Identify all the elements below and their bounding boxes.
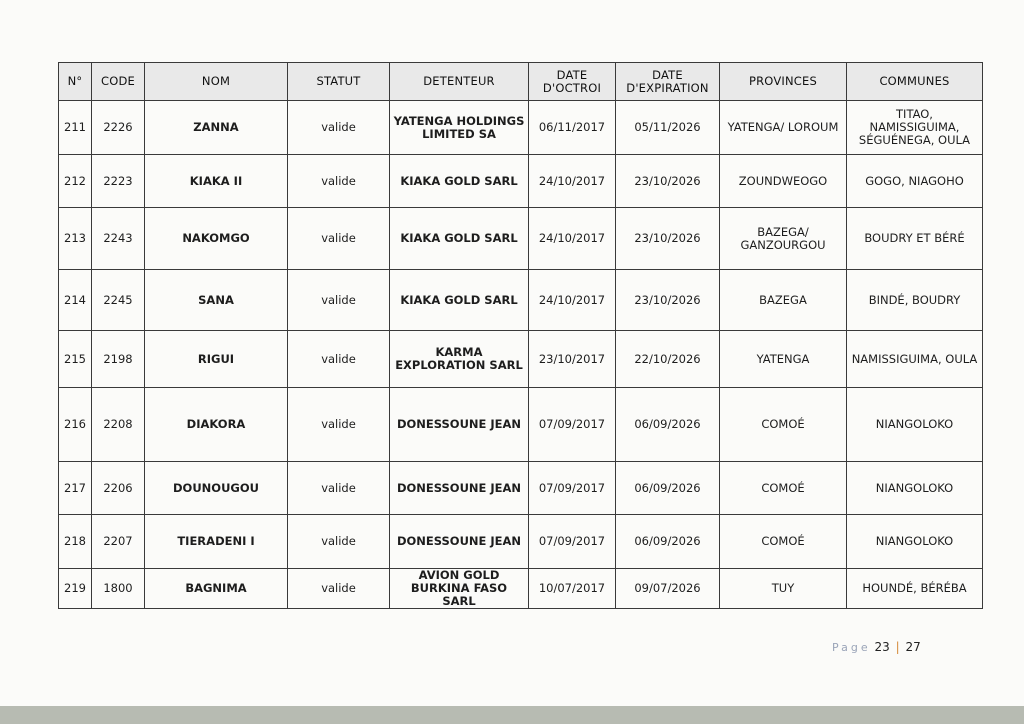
table-row	[59, 331, 983, 388]
cell-detenteur: DONESSOUNE JEAN	[390, 462, 529, 515]
table-header-row	[59, 63, 983, 101]
cell-octroi: 06/11/2017	[529, 101, 616, 155]
header-nom: NOM	[145, 63, 288, 101]
cell-detenteur: KARMA EXPLORATION SARL	[390, 331, 529, 388]
cell-n: 218	[59, 515, 92, 569]
header-code: CODE	[92, 63, 145, 101]
cell-code: 2198	[92, 331, 145, 388]
cell-octroi: 24/10/2017	[529, 270, 616, 331]
cell-octroi: 07/09/2017	[529, 515, 616, 569]
page-current: 23	[874, 640, 890, 654]
cell-communes: BINDÉ, BOUDRY	[847, 270, 983, 331]
table-row	[59, 155, 983, 208]
table-row	[59, 515, 983, 569]
table-row	[59, 569, 983, 609]
cell-n: 219	[59, 569, 92, 609]
cell-detenteur: DONESSOUNE JEAN	[390, 515, 529, 569]
cell-octroi: 07/09/2017	[529, 462, 616, 515]
table-row	[59, 208, 983, 270]
cell-code: 1800	[92, 569, 145, 609]
cell-statut: valide	[288, 515, 390, 569]
cell-communes: NIANGOLOKO	[847, 515, 983, 569]
cell-code: 2206	[92, 462, 145, 515]
page-number	[832, 640, 921, 654]
cell-communes: NIANGOLOKO	[847, 462, 983, 515]
cell-octroi: 10/07/2017	[529, 569, 616, 609]
header-n: N°	[59, 63, 92, 101]
cell-nom: SANA	[145, 270, 288, 331]
cell-statut: valide	[288, 101, 390, 155]
cell-provinces: BAZEGA	[720, 270, 847, 331]
cell-octroi: 24/10/2017	[529, 208, 616, 270]
cell-provinces: COMOÉ	[720, 462, 847, 515]
cell-provinces: COMOÉ	[720, 515, 847, 569]
cell-n: 217	[59, 462, 92, 515]
cell-provinces: ZOUNDWEOGO	[720, 155, 847, 208]
cell-n: 216	[59, 388, 92, 462]
cell-communes: HOUNDÉ, BÉRÉBA	[847, 569, 983, 609]
page-label: Page	[832, 641, 871, 654]
cell-provinces: BAZEGA/ GANZOURGOU	[720, 208, 847, 270]
cell-n: 215	[59, 331, 92, 388]
cell-communes: NAMISSIGUIMA, OULA	[847, 331, 983, 388]
header-date-expiration: DATE D'EXPIRATION	[616, 63, 720, 101]
header-statut: STATUT	[288, 63, 390, 101]
cell-detenteur: KIAKA GOLD SARL	[390, 208, 529, 270]
cell-code: 2226	[92, 101, 145, 155]
cell-provinces: TUY	[720, 569, 847, 609]
cell-nom: TIERADENI I	[145, 515, 288, 569]
cell-nom: NAKOMGO	[145, 208, 288, 270]
header-detenteur: DETENTEUR	[390, 63, 529, 101]
cell-communes: NIANGOLOKO	[847, 388, 983, 462]
cell-communes: TITAO, NAMISSIGUIMA, SÉGUÉNEGA, OULA	[847, 101, 983, 155]
cell-expiration: 06/09/2026	[616, 388, 720, 462]
page-total: 27	[905, 640, 921, 654]
cell-detenteur: KIAKA GOLD SARL	[390, 155, 529, 208]
header-communes: COMMUNES	[847, 63, 983, 101]
header-date-octroi: DATE D'OCTROI	[529, 63, 616, 101]
cell-expiration: 22/10/2026	[616, 331, 720, 388]
header-provinces: PROVINCES	[720, 63, 847, 101]
table-row	[59, 462, 983, 515]
cell-provinces: COMOÉ	[720, 388, 847, 462]
cell-detenteur: KIAKA GOLD SARL	[390, 270, 529, 331]
cell-n: 212	[59, 155, 92, 208]
cell-nom: DOUNOUGOU	[145, 462, 288, 515]
cell-n: 211	[59, 101, 92, 155]
table-row	[59, 388, 983, 462]
cell-expiration: 09/07/2026	[616, 569, 720, 609]
cell-provinces: YATENGA/ LOROUM	[720, 101, 847, 155]
cell-expiration: 06/09/2026	[616, 515, 720, 569]
cell-statut: valide	[288, 208, 390, 270]
cell-octroi: 24/10/2017	[529, 155, 616, 208]
scan-edge	[0, 706, 1024, 724]
cell-statut: valide	[288, 270, 390, 331]
cell-statut: valide	[288, 462, 390, 515]
cell-statut: valide	[288, 388, 390, 462]
cell-detenteur: YATENGA HOLDINGS LIMITED SA	[390, 101, 529, 155]
cell-nom: RIGUI	[145, 331, 288, 388]
cell-nom: ZANNA	[145, 101, 288, 155]
cell-expiration: 06/09/2026	[616, 462, 720, 515]
cell-nom: KIAKA II	[145, 155, 288, 208]
cell-detenteur: AVION GOLD BURKINA FASO SARL	[390, 569, 529, 609]
cell-expiration: 23/10/2026	[616, 155, 720, 208]
cell-expiration: 23/10/2026	[616, 270, 720, 331]
cell-code: 2208	[92, 388, 145, 462]
permits-table	[58, 62, 983, 609]
cell-expiration: 05/11/2026	[616, 101, 720, 155]
cell-n: 214	[59, 270, 92, 331]
cell-statut: valide	[288, 155, 390, 208]
cell-detenteur: DONESSOUNE JEAN	[390, 388, 529, 462]
table-row	[59, 101, 983, 155]
cell-nom: DIAKORA	[145, 388, 288, 462]
cell-code: 2223	[92, 155, 145, 208]
cell-nom: BAGNIMA	[145, 569, 288, 609]
cell-n: 213	[59, 208, 92, 270]
table-row	[59, 270, 983, 331]
page-separator: |	[895, 640, 900, 654]
cell-communes: GOGO, NIAGOHO	[847, 155, 983, 208]
cell-statut: valide	[288, 331, 390, 388]
cell-expiration: 23/10/2026	[616, 208, 720, 270]
cell-statut: valide	[288, 569, 390, 609]
cell-octroi: 23/10/2017	[529, 331, 616, 388]
cell-code: 2243	[92, 208, 145, 270]
cell-code: 2245	[92, 270, 145, 331]
cell-communes: BOUDRY ET BÉRÉ	[847, 208, 983, 270]
cell-provinces: YATENGA	[720, 331, 847, 388]
cell-code: 2207	[92, 515, 145, 569]
cell-octroi: 07/09/2017	[529, 388, 616, 462]
